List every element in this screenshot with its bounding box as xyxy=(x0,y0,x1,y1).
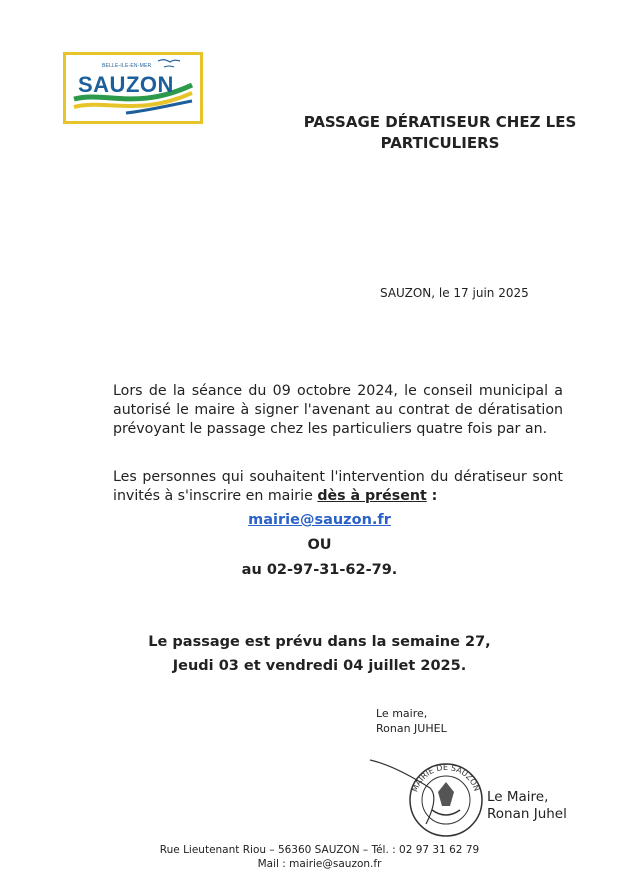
stamp-text: MAIRIE DE SAUZON xyxy=(410,762,482,794)
document-title xyxy=(300,112,580,154)
paragraph-1-text: Lors de la séance du 09 octobre 2024, le conseil municipal a autorisé le maire à signer l'avenant au contrat de dératisation prévoyant le passage chez les particuliers quatre fois par an. xyxy=(113,383,563,437)
footer-mail: Mail : mairie@sauzon.fr xyxy=(257,858,382,870)
document-date: SAUZON, le 17 juin 2025 xyxy=(380,286,529,300)
email-link[interactable]: mairie@sauzon.fr xyxy=(248,512,391,528)
bird-icon xyxy=(164,66,174,67)
logo-name: SAUZON xyxy=(78,72,174,97)
contact-email-row xyxy=(0,512,639,528)
paragraph-decision xyxy=(113,382,563,439)
signature-role: Le maire, xyxy=(376,707,428,720)
title-line-1: PASSAGE DÉRATISEUR CHEZ LES xyxy=(303,113,577,131)
signature-block xyxy=(376,706,447,736)
footer xyxy=(0,843,639,871)
signature-stroke xyxy=(370,760,434,824)
stamp-emblem-icon xyxy=(438,782,454,806)
signature-name: Ronan JUHEL xyxy=(376,722,447,735)
hand-name: Ronan Juhel xyxy=(487,806,567,822)
footer-address: Rue Lieutenant Riou – 56360 SAUZON – Tél. : 02 97 31 62 79 xyxy=(159,844,480,856)
contact-phone: au 02-97-31-62-79. xyxy=(241,562,398,578)
logo-tagline: BELLE-ILE-EN-MER xyxy=(102,63,152,69)
paragraph-registration xyxy=(113,468,563,506)
hand-role: Le Maire, xyxy=(487,789,549,805)
official-stamp xyxy=(368,752,488,848)
sauzon-logo xyxy=(63,52,203,124)
schedule-days: Jeudi 03 et vendredi 04 juillet 2025. xyxy=(172,658,467,674)
paragraph-2-text: Les personnes qui souhaitent l'intervention du dératiseur sont invités à s'inscrire en mairie xyxy=(113,469,563,504)
handwritten-signature xyxy=(487,789,567,823)
emphasis-text: dès à présent xyxy=(317,488,427,504)
schedule-week: Le passage est prévu dans la semaine 27, xyxy=(148,634,491,650)
emphasis-suffix: : xyxy=(426,488,438,504)
title-line-2: PARTICULIERS xyxy=(380,134,500,152)
contact-or: OU xyxy=(307,537,332,553)
bird-icon xyxy=(158,60,180,62)
